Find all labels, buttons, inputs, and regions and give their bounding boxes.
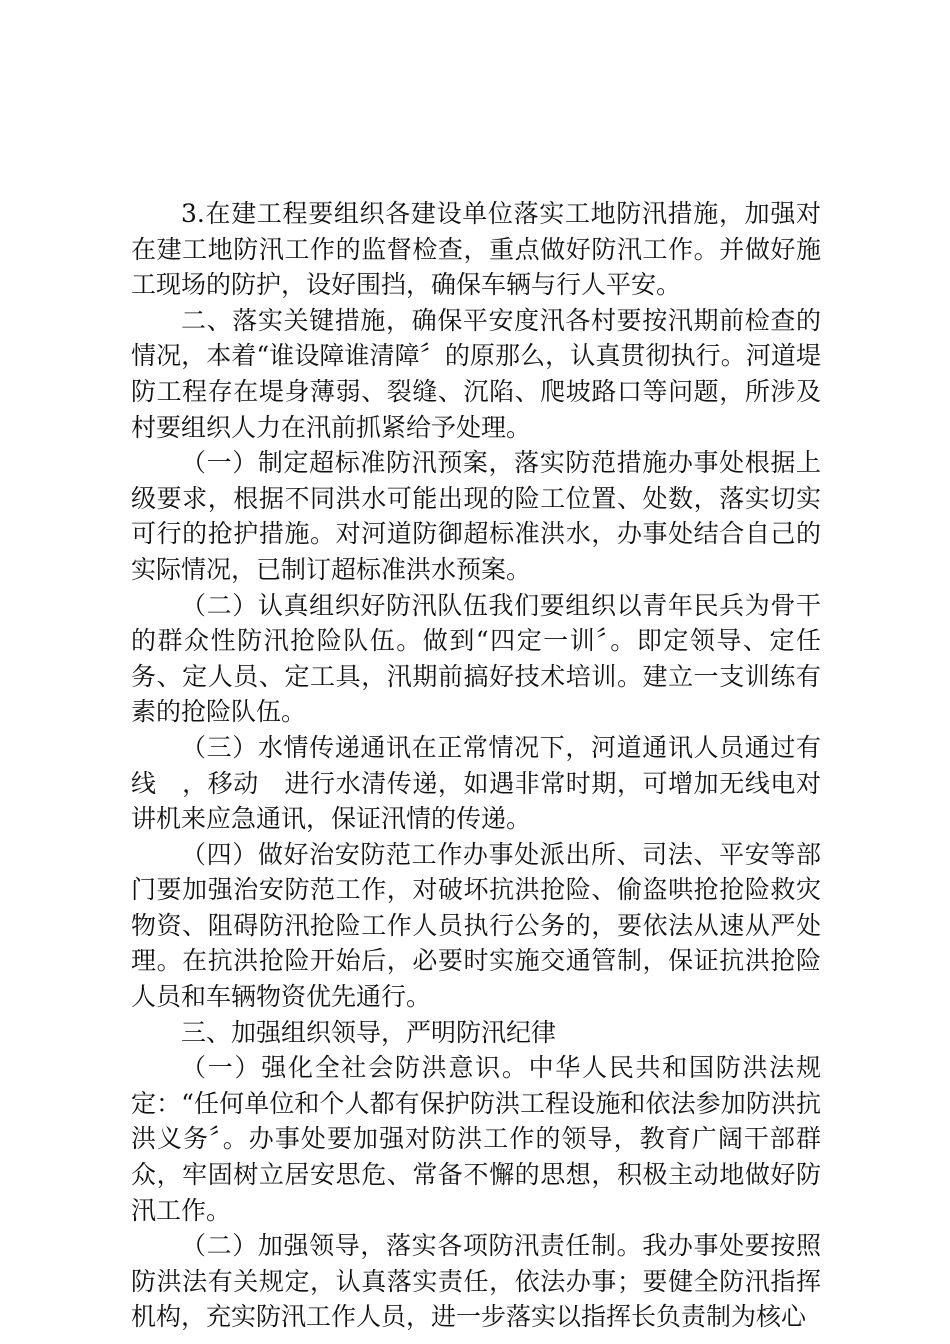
- paragraph-subitem-four: （四）做好治安防范工作办事处派出所、司法、平安等部门要加强治安防范工作，对破坏抗洪抢险、偷盗哄抢抢险救灾物资、阻碍防汛抢险工作人员执行公务的，要依法从速从严处理。在抗洪抢险开始后，必要时实施交通管制，保证抗洪抢险人员和车辆物资优先通行。: [131, 839, 821, 1012]
- paragraph-subitem-two: （二）认真组织好防汛队伍我们要组织以青年民兵为骨干的群众性防汛抢险队伍。做到“四定一训〞。即定领导、定任务、定人员、定工具，汛期前搞好技术培训。建立一支训练有素的抢险队伍。: [131, 590, 821, 727]
- document-body: [131, 196, 821, 1335]
- paragraph-subitem-one: （一）制定超标准防汛预案，落实防范措施办事处根据上级要求，根据不同洪水可能出现的险工位置、处数，落实切实可行的抢护措施。对河道防御超标准洪水，办事处结合自己的实际情况，已制订超标准洪水预案。: [131, 448, 821, 584]
- paragraph-section-three-subitem-two: （二）加强领导，落实各项防汛责任制。我办事处要按照防洪法有关规定，认真落实责任，依法办事；要健全防汛指挥机构，充实防汛工作人员，进一步落实以指挥长负责制为核心: [131, 1231, 821, 1332]
- paragraph-construction-sites: 3.在建工程要组织各建设单位落实工地防汛措施，加强对在建工地防汛工作的监督检查，重点做好防汛工作。并做好施工现场的防护，设好围挡，确保车辆与行人平安。: [131, 199, 821, 300]
- paragraph-section-three-subitem-one: （一）强化全社会防洪意识。中华人民共和国防洪法规定：“任何单位和个人都有保护防洪工程设施和依法参加防洪抗洪义务〞。办事处要加强对防洪工作的领导，教育广阔干部群众，牢固树立居安思危、常备不懈的思想，积极主动地做好防汛工作。: [131, 1053, 821, 1225]
- paragraph-section-two-heading: 二、落实关键措施，确保平安度汛各村要按汛期前检查的情况，本着“谁设障谁清障〞的原那么，认真贯彻执行。河道堤防工程存在堤身薄弱、裂缝、沉陷、爬坡路口等问题，所涉及村要组织人力在汛前抓紧给予处理。: [131, 305, 821, 442]
- paragraph-subitem-three: （三）水情传递通讯在正常情况下，河道通讯人员通过有线 ，移动 进行水清传递，如遇非常时期，可增加无线电对讲机来应急通讯，保证汛情的传递。: [131, 732, 821, 834]
- paragraph-section-three-heading: 三、加强组织领导，严明防汛纪律: [181, 1017, 557, 1047]
